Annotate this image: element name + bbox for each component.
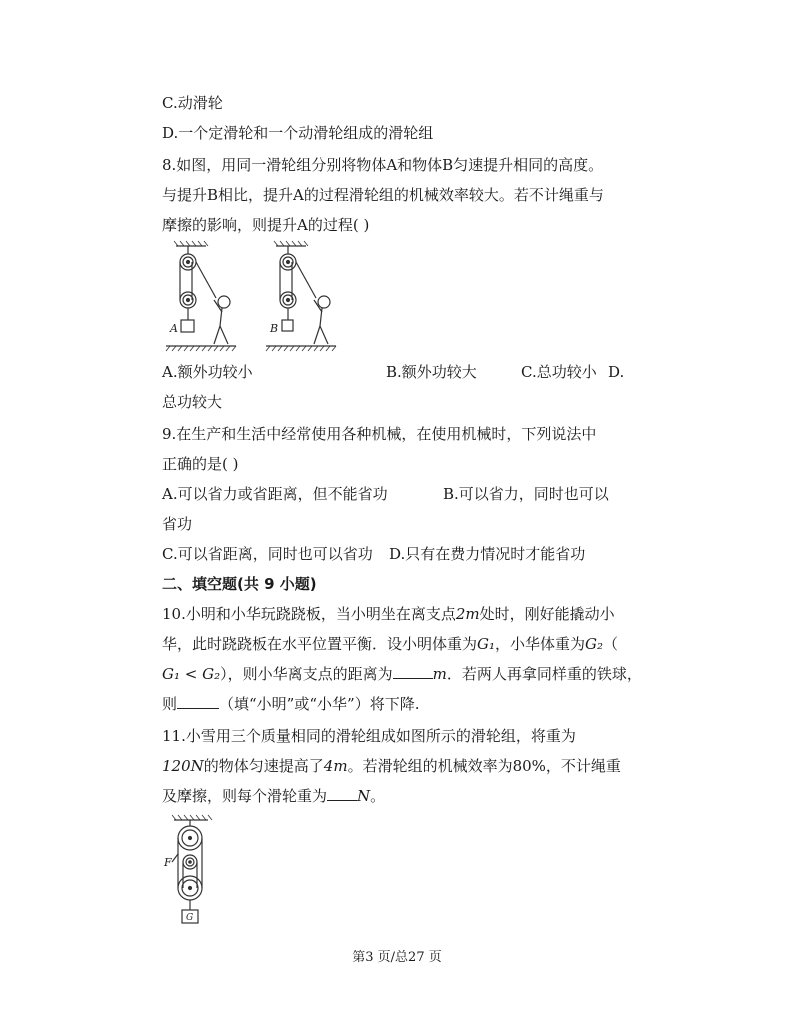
q11-fig-label-g: G — [186, 913, 194, 923]
q11-line3 — [162, 786, 385, 806]
q11-efficiency: 80% — [512, 757, 546, 775]
q10-blank-who[interactable] — [177, 694, 219, 709]
q11-weight: 120N — [162, 757, 204, 775]
q9-option-d: D.只有在费力情况时才能省功 — [389, 545, 586, 563]
q10-line1 — [162, 604, 615, 624]
q10-g2: G₂ — [585, 635, 604, 653]
q10-text-2b: ，小华体重为 — [495, 635, 586, 653]
q8-option-b: B.额外功较大 — [386, 363, 477, 381]
q10-line4 — [162, 694, 419, 714]
q11-text-2c: ，不计绳重 — [545, 757, 621, 775]
section-heading: 二、填空题(共 9 小题) — [162, 575, 317, 593]
q9-option-c: C.可以省距离，同时也可以省功 — [162, 545, 373, 563]
q10-text-4a: 则 — [162, 695, 178, 713]
q9-option-b: B.可以省力，同时也可以 — [443, 485, 609, 503]
q10-blank-distance[interactable] — [393, 664, 433, 679]
q10-text-3b: ．若两人再拿同样重的铁球， — [446, 665, 642, 683]
q8-text-line3: 摩擦的影响，则提升A的过程( ) — [162, 216, 370, 234]
q8-text-line1: 8.如图，用同一滑轮组分别将物体A和物体B匀速提升相同的高度。 — [162, 156, 604, 174]
q11-text-3b: 。 — [370, 787, 386, 805]
q10-text-1b: 处时，刚好能撬动小 — [479, 605, 615, 623]
q9-option-b-cont: 省功 — [162, 515, 193, 533]
q11-height: 4m — [323, 757, 348, 775]
q11-fig-label-f: F — [164, 856, 172, 869]
q10-text-3a: ），则小华离支点的距离为 — [220, 665, 393, 683]
q8-option-a: A.额外功较小 — [162, 363, 253, 381]
q10-line2 — [162, 634, 618, 654]
q9-option-a: A.可以省力或省距离，但不能省功 — [162, 485, 388, 503]
q10-text-2a: 华，此时跷跷板在水平位置平衡．设小明体重为 — [162, 635, 478, 653]
q11-pulley-figure — [162, 814, 222, 928]
q7-option-d: D.一个定滑轮和一个动滑轮组成的滑轮组 — [162, 124, 434, 142]
q11-blank-weight[interactable] — [327, 786, 357, 801]
q10-g1: G₁ — [477, 635, 496, 653]
page-footer: 第3 页/总27 页 — [352, 950, 442, 965]
q8-option-c: C.总功较小 — [521, 363, 597, 381]
q10-paren-open: （ — [603, 635, 619, 653]
q11-unit-n: N — [357, 787, 371, 805]
q10-text-1a: 10.小明和小华玩跷跷板，当小明坐在离支点 — [162, 605, 456, 623]
q10-text-4b: （填“小明”或“小华”）将下降. — [219, 695, 420, 713]
q11-line2 — [162, 756, 621, 776]
q11-text-2b: 。若滑轮组的机械效率为 — [347, 757, 513, 775]
q9-text-line1: 9.在生产和生活中经常使用各种机械，在使用机械时，下列说法中 — [162, 425, 597, 443]
q11-text-line1: 11.小雪用三个质量相同的滑轮组成如图所示的滑轮组，将重为 — [162, 727, 576, 745]
q9-text-line2: 正确的是( ) — [162, 455, 239, 473]
q8-text-line2: 与提升B相比，提升A的过程滑轮组的机械效率较大。若不计绳重与 — [162, 186, 604, 204]
q10-inequality: G₁ < G₂ — [162, 665, 221, 683]
q8-pulley-figure — [164, 240, 364, 360]
q8-fig-label-b: B — [270, 322, 279, 335]
q8-fig-label-a: A — [170, 322, 178, 335]
q11-text-3a: 及摩擦，则每个滑轮重为 — [162, 787, 328, 805]
q10-line3 — [162, 664, 642, 684]
q7-option-c: C.动滑轮 — [162, 94, 223, 112]
q10-distance: 2m — [455, 605, 480, 623]
q8-option-d: D. — [608, 363, 625, 381]
q10-unit-m: m — [432, 665, 447, 683]
q8-option-d-cont: 总功较大 — [162, 393, 223, 411]
q11-text-2a: 的物体匀速提高了 — [203, 757, 324, 775]
